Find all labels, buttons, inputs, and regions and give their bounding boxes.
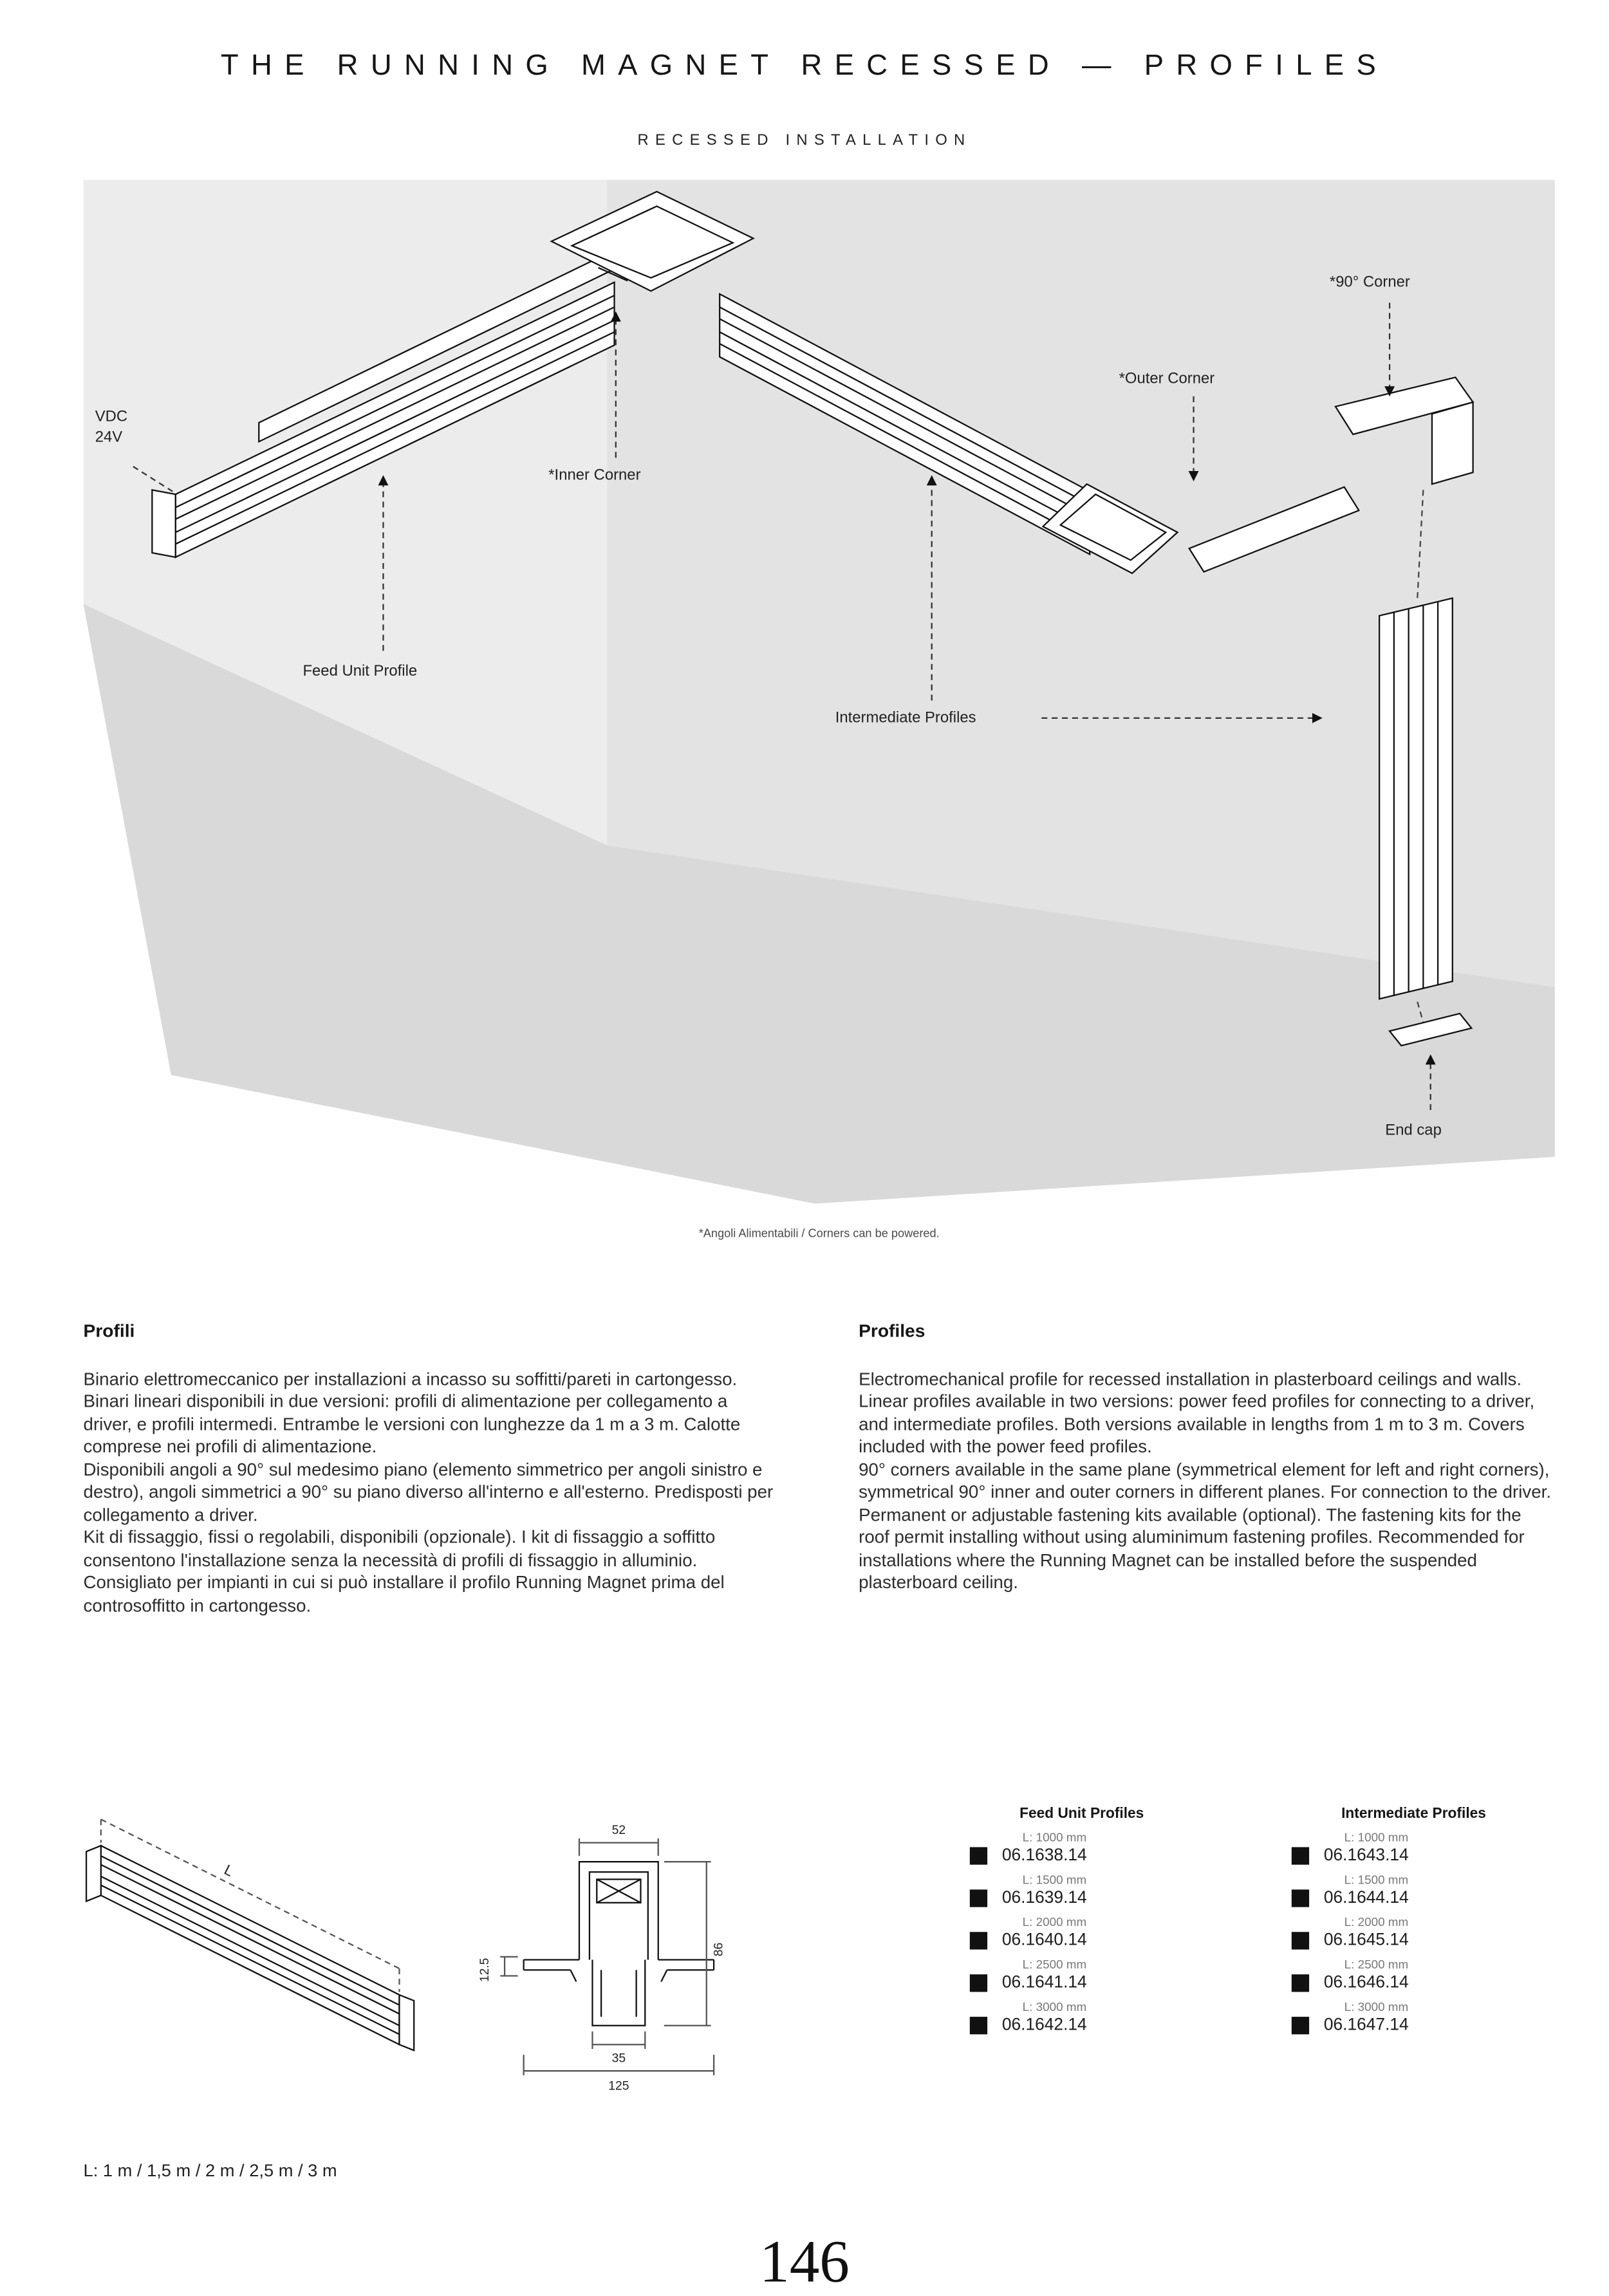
product-row — [1292, 1973, 1606, 1992]
product-row — [1292, 1930, 1606, 1950]
square-bullet-icon — [1292, 1974, 1309, 1991]
square-bullet-icon — [970, 1931, 987, 1949]
product-length: L: 2500 mm — [1344, 1956, 1409, 1972]
product-code: 06.1647.14 — [1323, 2015, 1409, 2035]
corners-footnote: *Angoli Alimentabili / Corners can be powered. — [698, 1227, 940, 1241]
isometric-scene-drawing — [84, 180, 1555, 1204]
square-bullet-icon — [970, 1974, 987, 1991]
english-paragraph: Electromechanical profile for recessed installation in plasterboard ceilings and walls. — [859, 1369, 1522, 1390]
vdc-label-line2: 24V — [95, 428, 123, 446]
available-lengths-note: L: 1 m / 1,5 m / 2 m / 2,5 m / 3 m — [83, 2160, 337, 2181]
description-italian — [84, 1320, 779, 1618]
outer-corner-label: *Outer Corner — [1119, 370, 1215, 388]
feed-table-title: Feed Unit Profiles — [1019, 1806, 1144, 1822]
square-bullet-icon — [970, 1846, 987, 1864]
product-code: 06.1641.14 — [1001, 1972, 1087, 1992]
product-length: L: 1500 mm — [1344, 1872, 1409, 1887]
product-code: 06.1639.14 — [1001, 1888, 1087, 1907]
product-length: L: 2000 mm — [1344, 1914, 1409, 1929]
length-dimension-label: L — [221, 1861, 237, 1880]
product-row — [970, 1973, 1285, 1992]
product-code: 06.1643.14 — [1323, 1846, 1409, 1865]
product-code: 06.1640.14 — [1001, 1930, 1087, 1950]
intermediate-table-title: Intermediate Profiles — [1341, 1806, 1486, 1822]
product-length: L: 2500 mm — [1022, 1956, 1087, 1972]
corner-90-label: *90° Corner — [1329, 273, 1410, 292]
product-row — [1292, 1888, 1606, 1907]
intermediate-profiles-label: Intermediate Profiles — [835, 709, 976, 727]
vertical-profile-drawing — [1379, 598, 1453, 999]
product-length: L: 2000 mm — [1022, 1914, 1087, 1929]
product-length: L: 3000 mm — [1022, 1999, 1087, 2014]
italian-paragraph: Kit di fissaggio, fissi o regolabili, disponibili (opzionale). I kit di fissaggio a soffitto consentono l'installazione senza la necessità di profili di fissaggio in alluminio. Consigliato per impianti in cui si può installare il profilo Running Magnet prima del controsoffitto in cartongesso. — [83, 1527, 725, 1616]
product-length: L: 1000 mm — [1344, 1829, 1409, 1844]
square-bullet-icon — [970, 1889, 987, 1906]
profile-length-drawing — [80, 1802, 461, 2072]
square-bullet-icon — [1292, 1846, 1309, 1864]
feed-unit-profiles-table — [970, 1806, 1285, 2035]
product-row — [1292, 2015, 1606, 2035]
inner-corner-label: *Inner Corner — [548, 467, 641, 485]
dim-height: 86 — [712, 1942, 726, 1957]
profile-cross-section-drawing — [465, 1818, 758, 2098]
intermediate-profiles-table — [1292, 1806, 1606, 2035]
dim-flange: 12.5 — [478, 1958, 492, 1983]
recessed-installation-illustration — [84, 180, 1555, 1204]
product-length: L: 3000 mm — [1344, 1999, 1409, 2014]
product-length: L: 1500 mm — [1022, 1872, 1087, 1887]
page-title: THE RUNNING MAGNET RECESSED — PROFILES — [220, 50, 1389, 82]
vdc-label-line1: VDC — [95, 408, 128, 426]
square-bullet-icon — [1292, 1931, 1309, 1949]
english-paragraph: 90° corners available in the same plane (symmetrical element for left and right corners), symmetrical 90° inner and outer corners in different planes. For connection to the driver. — [859, 1459, 1552, 1503]
square-bullet-icon — [1292, 1889, 1309, 1906]
product-code: 06.1644.14 — [1323, 1888, 1409, 1907]
italian-heading: Profili — [83, 1320, 135, 1342]
english-paragraph: Permanent or adjustable fastening kits available (optional). The fastening kits for the roof permit installing without using aluminimum fastening profiles. Recommended for installations where the Running Magnet can be installed before the suspended plasterboard ceiling. — [859, 1504, 1525, 1593]
product-row — [970, 1930, 1285, 1950]
product-code: 06.1638.14 — [1001, 1846, 1087, 1865]
dim-top-width: 52 — [611, 1824, 626, 1838]
product-row — [970, 1888, 1285, 1907]
page-subtitle: RECESSED INSTALLATION — [637, 131, 972, 149]
italian-paragraph: Disponibili angoli a 90° sul medesimo piano (elemento simmetrico per angoli sinistro e destro), angoli simmetrici a 90° su piano diverso all'interno e all'esterno. Predisposti per collegamento a driver. — [83, 1459, 774, 1526]
dim-inner-width: 35 — [611, 2051, 626, 2066]
product-code: 06.1646.14 — [1323, 1972, 1409, 1992]
product-row — [970, 1846, 1285, 1865]
english-heading: Profiles — [859, 1320, 925, 1342]
product-row — [1292, 1846, 1606, 1865]
feed-unit-profile-label: Feed Unit Profile — [302, 662, 418, 680]
italian-paragraph: Binari lineari disponibili in due versioni: profili di alimentazione per collegamento a driver, e profili intermedi. Entrambe le versioni con lunghezze da 1 m a 3 m. Calotte comprese nei profili di alimentazione. — [83, 1391, 741, 1458]
product-code: 06.1645.14 — [1323, 1930, 1409, 1950]
square-bullet-icon — [970, 2016, 987, 2033]
english-paragraph: Linear profiles available in two versions: power feed profiles for connecting to a driver, and intermediate profiles. Both versions available in lengths from 1 m to 3 m. Covers included with the power feed profiles. — [859, 1391, 1535, 1458]
product-length: L: 1000 mm — [1022, 1829, 1087, 1844]
description-english — [859, 1320, 1555, 1595]
product-code: 06.1642.14 — [1001, 2015, 1087, 2035]
dim-total-width: 125 — [608, 2079, 629, 2093]
square-bullet-icon — [1292, 2016, 1309, 2033]
page-number: 146 — [759, 2227, 850, 2295]
product-row — [970, 2015, 1285, 2035]
end-cap-label: End cap — [1385, 1122, 1442, 1140]
vdc-label — [95, 408, 127, 448]
italian-paragraph: Binario elettromeccanico per installazioni a incasso su soffitti/pareti in cartongesso. — [83, 1369, 738, 1390]
